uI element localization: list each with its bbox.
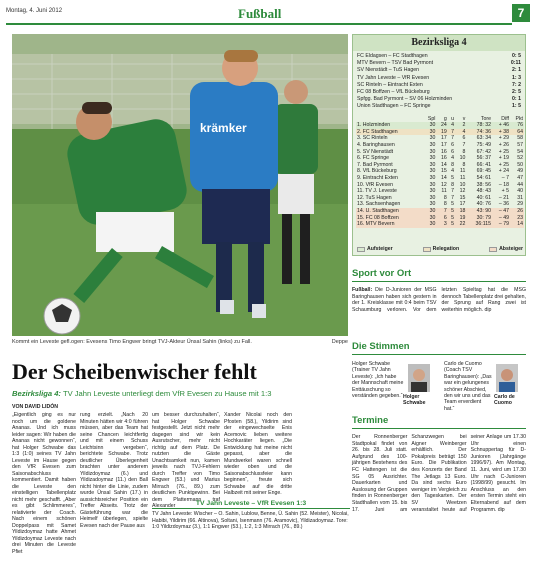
cell-diff: + 25: [498, 148, 509, 155]
cell-spl: 30: [429, 168, 436, 175]
cell-u: 8: [451, 161, 454, 168]
cell-diff: + 26: [498, 142, 509, 148]
cell-g: 8: [443, 201, 447, 208]
cell-tore: 63: 34: [476, 135, 492, 142]
table-row: [356, 182, 524, 189]
match-row: [357, 53, 521, 60]
cell-tore: 69: 45: [476, 168, 492, 175]
col-u: u: [451, 115, 454, 122]
cell-u: 4: [448, 122, 455, 129]
cell-pkt: 26: [510, 208, 524, 215]
cell-pkt: 54: [517, 148, 523, 155]
cell-v: 8: [462, 161, 466, 168]
cell-pkt: 23: [510, 215, 524, 222]
cell-v: 18: [455, 208, 466, 215]
cell-v: 4: [455, 129, 466, 136]
table-row: [356, 195, 524, 202]
cell-tore: 78: 32: [466, 122, 492, 129]
table-row: [356, 188, 524, 195]
cell-v: 11: [459, 174, 466, 181]
cell-team: 2. FC Stadthagen: [356, 129, 422, 136]
cell-spl: 30: [422, 122, 436, 129]
svo-lead: Fußball:: [352, 287, 373, 293]
table-row: [356, 175, 524, 182]
cell-pkt: 57: [517, 142, 523, 148]
table-row: [356, 149, 524, 156]
match-result: 7: 2: [512, 81, 521, 88]
score-box-title: TV Jahn Leveste – VfR Evesen 1:3: [152, 500, 350, 509]
cell-u: 8: [451, 181, 454, 188]
cell-v: 19: [455, 215, 466, 222]
match-row: [357, 82, 521, 89]
cell-team: 6. FC Springe: [357, 155, 390, 162]
table-row: [356, 168, 524, 175]
cell-team: 13. Sachsenhagen: [357, 201, 401, 208]
cell-g: 3: [436, 221, 447, 228]
cell-v: 10: [459, 155, 466, 162]
cell-spl: 30: [429, 194, 436, 201]
cell-pkt: 47: [517, 174, 523, 181]
cell-tore: 54: 61: [476, 174, 492, 181]
match-result: 0: 1: [512, 96, 521, 103]
cell-diff: – 7: [501, 174, 509, 181]
article-column-1: „Eigentlich ging es nur noch um die goldene Ananas. Und ich muss leider sagen: Wir haben die Ananas nicht gewonnen“, hat Holger Schwabe das 1:3 (1:0) seines TV Jahn Leveste im Hause gegen den VfR Evesen zum Saisonabschluss kommentiert. Damit haben die Leveste den einstelligen Tabellenplatz nicht mehr geschafft. „Aber es gibt Schlimmeres“, relativierte der Coach. Nach einem schönen Doppelpass mit Samet Yildizdoymaz hatte Ahmet Yildizdoymaz Leveste nach drei Minuten die Leveste Pfiet: [12, 412, 76, 555]
legend-relegation: Relegation: [423, 246, 460, 252]
legend-down: Absteiger: [489, 246, 523, 252]
caption-text: Kommt ein Leveste gefl.ogen: Evesens Timo Engwer bringt TVJ-Akteur Ünsal Sahin (links) zu Fall.: [12, 339, 252, 345]
cell-v: 10: [459, 181, 466, 188]
cell-tore: 36:115: [466, 221, 492, 228]
match-pair: SC Rinteln – Eintracht Exten: [357, 81, 423, 88]
avatar-schwabe: [408, 364, 430, 392]
cell-g: 15: [441, 168, 447, 175]
article-column-2: rung erzielt. „Nach 20 Minuten hätten wir 4:0 führen müssen, aber das Team hat seine Chancen leichtfertig und mit einem Schuss Leichtsinn vergeben“, berichtete Schwabe. Trotz deutlicher Überlegenheit brachten unter anderem Yildizdoymaz (6.) und Yildizadoymaz (11.) den Ball nicht hinter die Linie, zudem wurde Ünsal Sahin (17.) in aussichtsreicher Position ein Treffer Abseits. Trotz der Gästeführung war die Heimelf überlegen, spielte Evesen nach der Pause aus: [80, 412, 148, 529]
cell-pkt: 31: [517, 194, 523, 201]
cell-u: 7: [451, 194, 454, 201]
match-pair: Union Stadthagen – FC Springe: [357, 103, 431, 110]
cell-pkt: 64: [510, 129, 524, 136]
name-de-cuomo: Carlo de Cuomo: [494, 394, 515, 407]
table-row: [356, 155, 524, 162]
article-column-3: um besser durchzuhalten“, hat Holger Schwabe festgestellt. Jetzt nicht mehr dagegen sind wir kein Ausrutscher, mehr nicht richtig auf dem Platz. De nutzten die Gäste Unachtsamkeit nun, kamen jeweils nach TVJ-Fehlern durch Treffer von Timo Engwer (53.) und Marius Mirrach (76., 89.) zum deutlichen Punktgewinn. Bei dem Plattermann traf Alexander: [152, 412, 220, 509]
cell-tore: 56: 37: [476, 155, 492, 162]
cell-team: 1. Holzminden: [356, 122, 422, 129]
table-row: [356, 201, 524, 208]
cell-diff: – 79: [492, 221, 510, 228]
cell-pkt: 49: [517, 168, 523, 175]
cell-pkt: 44: [517, 181, 523, 188]
col-v: v: [462, 115, 466, 122]
table-legend: [357, 246, 523, 252]
cell-spl: 30: [429, 174, 436, 181]
cell-pkt: 52: [517, 155, 523, 162]
page-header: [6, 4, 530, 26]
cell-v: 8: [462, 148, 466, 155]
termine-title: Termine: [352, 415, 526, 429]
cell-tore: 40: 76: [476, 201, 492, 208]
match-row: [357, 89, 521, 96]
avatar-de-cuomo: [496, 364, 518, 392]
cell-pkt: 40: [517, 188, 523, 195]
cell-diff: – 47: [492, 208, 510, 215]
cell-v: 17: [459, 201, 466, 208]
cell-spl: 30: [429, 135, 436, 142]
name-schwabe: Holger Schwabe: [403, 394, 426, 407]
cell-u: 6: [451, 148, 454, 155]
cell-g: 6: [436, 215, 447, 222]
cell-v: 7: [462, 142, 466, 148]
cell-tore: 40: 61: [476, 194, 492, 201]
cell-team: 11. TV J. Leveste: [357, 188, 397, 195]
cell-spl: 30: [429, 148, 436, 155]
cell-tore: 74: 36: [466, 129, 492, 136]
match-pair: FC Eldagsen – FC Stadthagen: [357, 53, 428, 59]
match-photo: [12, 34, 348, 336]
cell-pkt: 50: [517, 161, 523, 168]
cell-u: 7: [451, 188, 454, 195]
sport-vor-ort-title: Sport vor Ort: [352, 268, 526, 282]
match-row: [357, 75, 521, 82]
cell-u: 6: [451, 142, 454, 148]
table-row: [356, 122, 524, 129]
cell-u: 7: [448, 129, 455, 136]
cell-tore: 38: 56: [476, 181, 492, 188]
cell-tore: 67: 42: [476, 148, 492, 155]
cell-spl: 30: [429, 142, 436, 148]
match-result: 0:11: [510, 60, 521, 67]
match-row: [357, 60, 521, 67]
cell-u: 5: [451, 174, 454, 181]
cell-team: 4. Baringhausen: [357, 142, 395, 148]
cell-diff: – 18: [498, 181, 509, 188]
cell-team: 14. U. Stadthagen: [356, 208, 422, 215]
match-pair: Spfgg. Bad Pyrmont – SV 06 Holzminden: [357, 96, 453, 103]
photo-credit: Deppe: [331, 339, 348, 345]
cell-g: 14: [441, 161, 447, 168]
cell-pkt: 14: [510, 221, 524, 228]
cell-g: 8: [443, 194, 447, 201]
table-row: [356, 162, 524, 169]
cell-u: 4: [451, 168, 454, 175]
match-row: [357, 103, 521, 110]
cell-g: 11: [441, 188, 447, 195]
cell-u: 5: [448, 221, 455, 228]
table-row: [356, 129, 524, 136]
cell-team: 9. Eintracht Exten: [357, 174, 398, 181]
cell-team: 10. VfR Evesen: [357, 181, 394, 188]
match-pair: MTV Bevern – TSV Bad Pyrmont: [357, 60, 434, 67]
cell-tore: 30: 79: [466, 215, 492, 222]
cell-spl: 30: [429, 188, 436, 195]
svo-body: Die D-Junioren der MSG Baringhausen haben sich gestern in der 1. Kreisklasse mit 0:4 beim TSV Schaumburg verloren. Vor dem letzten Spieltag hat die MSG dennoch Tabellenplatz drei gehalten, der Sprung auf Rang zwei ist weiterhin möglich. dip: [352, 287, 526, 313]
table-row: [356, 135, 524, 142]
cell-g: 16: [441, 148, 447, 155]
cell-tore: 66: 41: [476, 161, 492, 168]
cell-g: 24: [436, 122, 447, 129]
cell-diff: + 19: [498, 155, 509, 162]
cell-diff: + 46: [492, 122, 510, 129]
match-result: 1: 3: [512, 74, 521, 81]
col-pkt: Pkt: [515, 115, 523, 122]
shirt-sponsor-text: krämker: [200, 121, 247, 135]
cell-diff: + 29: [498, 135, 509, 142]
legend-up: Aufsteiger: [357, 246, 393, 252]
cell-g: 7: [436, 208, 447, 215]
cell-u: 7: [451, 135, 454, 142]
cell-g: 17: [441, 142, 447, 148]
cell-diff: – 49: [492, 215, 510, 222]
match-result: 2: 5: [512, 89, 521, 96]
cell-spl: 30: [422, 129, 436, 136]
cell-v: 22: [455, 221, 466, 228]
match-pair: TV Jahn Leveste – VfR Evesen: [357, 74, 430, 81]
table-row: [356, 215, 524, 222]
cell-team: 3. SC Rinteln: [357, 135, 388, 142]
cell-diff: + 25: [498, 161, 509, 168]
section-title: Fußball: [238, 6, 282, 21]
cell-diff: + 24: [498, 168, 509, 175]
cell-g: 14: [441, 174, 447, 181]
cell-team: 16. MTV Bevern: [356, 221, 422, 228]
cell-team: 7. Bad Pyrmont: [357, 161, 393, 168]
cell-spl: 30: [429, 181, 436, 188]
match-row: [357, 96, 521, 103]
col-team: [356, 116, 422, 123]
cell-tore: 48: 43: [476, 188, 492, 195]
cell-pkt: 29: [517, 201, 523, 208]
article-subtext: TV Jahn Leveste unterliegt dem VfR Evesen zu Hause mit 1:3: [60, 389, 272, 398]
cell-diff: – 36: [498, 201, 509, 208]
league-title: Bezirksliga 4: [353, 35, 525, 51]
header-rule: [6, 23, 512, 25]
cell-u: 5: [448, 208, 455, 215]
score-box-text: TV Jahn Leveste: Wischer – O. Sahin, Lublow, Benne, Ü. Sahin (52. Meister), Nicolai, Habibi, Yildirim (66. Altinova), Soltani, Isenmann (76. Aramovic), Yildizadoymaz. Tore: 1:0 Yildizdoymaz (3.), 1:1 Engwer (53.), 1:2, 1:3 Mirrach (76., 89.): [152, 511, 349, 530]
cell-team: 12. TuS Hagen: [357, 194, 392, 201]
cell-g: 12: [441, 181, 447, 188]
cell-team: 5. SV Nienstädt: [357, 148, 394, 155]
cell-v: 12: [459, 188, 466, 195]
league-table-box: [352, 34, 526, 256]
match-pair: SV Nienstädt – TuS Hagen: [357, 67, 419, 74]
article-subline: [12, 389, 352, 398]
cell-v: 11: [459, 168, 466, 175]
cell-team: 15. FC 08 Boffzen: [356, 215, 422, 222]
photo-caption: [12, 339, 348, 345]
standings-table: [356, 116, 524, 228]
article-headline: Der Scheibenwischer fehlt: [12, 359, 257, 384]
article-column-4: Xander Nicolai noch den Pfosten (58.), Yildirim sind der eingewechselte Enis Acemovic lieben weitere Hochkaräter liegen. „Die Entwicklung hat meine nicht gepasst, aber die Mundwerkel waren schnell wieder oben und die Saisonabschlussfeier kann beginnen“, freute sich Schwabe auf die dritte Halbzeit mit seiner Enge.: [224, 412, 292, 496]
cell-spl: 30: [422, 221, 436, 228]
cell-v: 15: [459, 194, 466, 201]
cell-diff: + 38: [492, 129, 510, 136]
cell-diff: – 21: [498, 194, 509, 201]
article-author: VON DAVID LIDÓN: [12, 404, 59, 410]
page-date: Montag, 4. Juni 2012: [6, 8, 63, 14]
cell-tore: 43: 90: [466, 208, 492, 215]
table-row: [356, 142, 524, 149]
cell-g: 19: [436, 129, 447, 136]
article-kicker: Bezirksliga 4:: [12, 389, 61, 398]
cell-u: 5: [451, 201, 454, 208]
score-box: [152, 500, 350, 562]
cell-pkt: 76: [510, 122, 524, 129]
col-diff: Diff: [501, 115, 509, 122]
cell-u: 4: [451, 155, 454, 162]
quote-de-cuomo: Carlo de Cuomo (Coach TSV Baringhausen): „Das war ein gelungenes schöner Abschied, den wir uns und das Team erverdient hat.“: [444, 361, 492, 412]
match-result: 2: 1: [512, 67, 521, 74]
voices-title: Die Stimmen: [352, 341, 526, 355]
col-g: g: [443, 115, 447, 122]
cell-v: 2: [455, 122, 466, 129]
cell-diff: + 5: [501, 188, 509, 195]
match-result: 1: 5: [512, 103, 521, 110]
table-row: [356, 221, 524, 228]
match-results: [353, 51, 525, 113]
cell-spl: 30: [429, 155, 436, 162]
standings-header-row: [356, 116, 524, 123]
cell-spl: 30: [429, 161, 436, 168]
cell-tore: 75: 49: [476, 142, 492, 148]
cell-team: 8. VfL Bückeburg: [357, 168, 397, 175]
page-number: 7: [512, 4, 530, 22]
match-row: [357, 67, 521, 74]
cell-g: 17: [441, 135, 447, 142]
cell-u: 5: [448, 215, 455, 222]
sport-vor-ort-text: [352, 287, 526, 313]
cell-spl: 30: [422, 215, 436, 222]
col-spl: Spl: [427, 115, 436, 122]
cell-g: 16: [441, 155, 447, 162]
match-result: 0: 5: [512, 53, 521, 59]
match-pair: FC 08 Boffzen – VfL Bückeburg: [357, 89, 430, 96]
termine-text: Der Ronnenberger Stadtpokal findet von 26. bis 28. Juli statt. Aufgrund des 100-jährigen Bestehens des FC Hattengen ist die SG 05 Ausrichter. Dauerkarten und Auslosung der Gruppen finden in Ronnenberger Stadthallen vom 15. bis 17. Juni am Schanzwegen bei Aigner Weinberger erhältlich. Der Pokalpreis beträgt 150 Euro. Die Publikation des Konzerts der Band The Jetlags 13 Euro. Da sind sechs Euro weniger im Vergleich zu den Tageskarten. Der SV Weetzen veranstaltet heute auf seiner Anlage um 17.30 Uhr einen Schnuppertag für D-Junioren (Jahrgänge 1996/97). Am Montag, 11. Juni, wird um 17.30 Uhr nach C-Junioren (1998/99) gesucht. Im Anschluss an den ersten Termin steht ein Elternabend auf dem Programm. dip: [352, 434, 526, 513]
quote-schwabe: Holger Schwabe (Trainer TV Jahn Leveste): „Ich habe der Mannschaft meine Enttäuschung so verständen gegeben.“: [352, 361, 404, 400]
col-tore: Tore: [480, 115, 492, 122]
cell-spl: 30: [422, 208, 436, 215]
table-row: [356, 208, 524, 215]
cell-pkt: 58: [517, 135, 523, 142]
cell-spl: 30: [429, 201, 436, 208]
cell-v: 6: [462, 135, 466, 142]
